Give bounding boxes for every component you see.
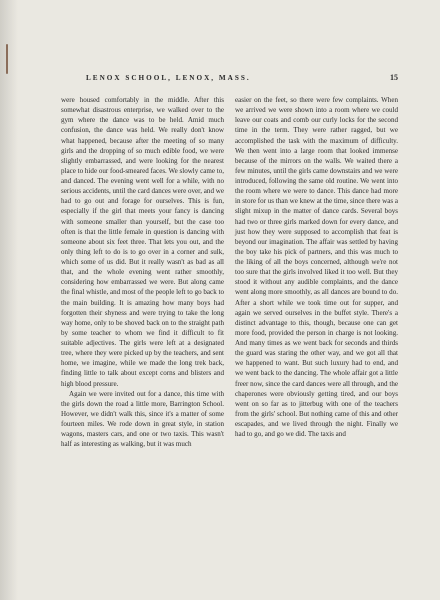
paragraph: easier on the feet, so there were few complaints. When we arrived we were shown into a room where we could leave our coats and comb our curly locks for the second time in the term. They were rather ragged, but we accomplished the task with the maximum of difficulty. We then went into a large room that looked immense because of the mirrors on the walls. We waited there a few minutes, until the girls came downstairs and we were introduced, following the same old routine. We went into the room where we were to dance. This dance had more in store for us than we knew at the time, since there was a slight mixup in the matter of dance cards. Several boys had two or three girls marked down for every dance, and just how they were supposed to accomplish that feat is beyond our imagination. The affair was settled by having the boy take his pick of partners, and this was much to the liking of all the boys concerned, although we're not too sure that the girls involved liked it too well. But they stood it without any audible complaints, and the dance went along more smoothly, as all dances are bound to do. After a short while we took time out for supper, and again we served ourselves in the buffet style. There's a distinct advantage to this, though, because one can get more food, provided the person in charge is not looking. And many times as we went back for seconds and thirds the guard was staring the other way, and we got all that we happened to want. But such luxury had to end, and we went back to the dancing. The whole affair got a little freer now, since the card dances were all through, and the chaperones were obviously getting tired, and our boys went on so far as to jitterbug with one of the teachers from the girls' school. But nothing came of this and other escapades, and we lived through the night. Finally we had to go, and go we did. The taxis and — [235, 96, 398, 439]
paragraph: Again we were invited out for a dance, this time with the girls down the road a little more, Barrington School. However, we didn't walk this, since it's a matter of some fourteen miles. We rode down in great style, in station wagons, masters cars, and one or two taxis. This wasn't half as interesting as walking, but it was much — [61, 389, 224, 449]
page-binding-edge — [0, 0, 18, 600]
paragraph: were housed comfortably in the middle. After this somewhat disastrous enterprise, we walked over to the gym where the dance was to be held. Amid much confusion, the dance was held. We really don't know what happened, because after the meeting of so many girls and the dropping of so much edible food, we were slightly embarrassed, and were looking for the nearest place to hide our food-smeared faces. We slowly came to, and danced. The evening went well for a while, with no serious accidents, until the card dances were over, and we had to go out and forage for ourselves. This is fun, especially if the girl that meets your fancy is dancing with someone smaller than yourself, but the case too often is that the little female in question is dancing with someone about six feet three. That lets you out, and the only thing left to do is to go over in a corner and sulk, which some of us did. But it really wasn't as bad as all that, and the whole evening went rather smoothly, considering how embarrassed we were. But along came the final whistle, and most of the people left to go back to the main building. It is amazing how many boys had forgotten their shyness and were trying to take the long way home, only to be shoved back on to the straight path by some teacher to whom we find it difficult to fit suitable adjectives. The girls were left at a designated tree, where they were picked up by the teachers, and sent home, we imagine, while we made the long trek back, finding little to talk about except corns and blisters and high blood pressure. — [61, 96, 224, 388]
text-columns — [61, 95, 398, 547]
binding-mark — [6, 44, 8, 74]
page-number: 15 — [390, 73, 398, 82]
running-header: LENOX SCHOOL, LENOX, MASS. — [86, 74, 251, 82]
left-column — [61, 95, 224, 547]
right-column — [235, 95, 398, 547]
